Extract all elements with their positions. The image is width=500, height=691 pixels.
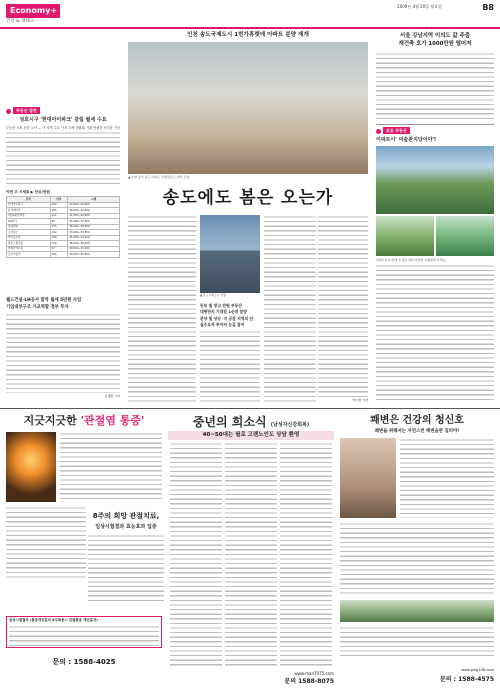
- person-photo: [340, 438, 396, 518]
- ad2-phone: 문의 1588-8075: [284, 678, 334, 685]
- table-cell: 두산위브: [7, 230, 51, 236]
- left-intro: 부동산 시장 동향 요약 — 이 지역 주요 단지 시세 변화와 거래 현황을 정리한 기사: [6, 126, 120, 130]
- table-cell: 46,000~48,500: [68, 224, 120, 230]
- right-article-body-2: [376, 264, 494, 402]
- table-cell: 35,000~37,500: [68, 219, 120, 225]
- table-cell: 102: [50, 230, 68, 236]
- garden-photo-2: [436, 216, 494, 256]
- ad-constipation: [338, 412, 496, 690]
- table-cell: 한화꿈에그린: [7, 246, 51, 252]
- photo-section-tag-wrap: [376, 128, 494, 134]
- photo-title: 이파트이' 미술관지당이야'!: [376, 137, 437, 143]
- left-sub-headline-2: 기업대부구조 가교역할 정부 투자: [6, 305, 69, 310]
- ad1-sub: 8주의 희망 관절치료,: [92, 512, 160, 520]
- bullet-icon: [376, 129, 381, 134]
- ad1-footer: 임상시험결과 (통증개선효과 8주복용시 관절통증 개선효과): [9, 618, 98, 622]
- ad3-url[interactable]: www.pwg106.com: [461, 668, 494, 672]
- table-cell: 34,000~35,500: [68, 252, 120, 258]
- table-header: 단지: [7, 197, 51, 203]
- ad2-url[interactable]: www.man7075.com: [294, 671, 334, 676]
- ad3-body: [400, 438, 494, 518]
- photo-section-tag: 포토 부동산: [383, 127, 410, 134]
- ad2-sub: 40~50대는 필로 고렌노인도 상담 환영: [168, 431, 334, 440]
- left-article-body: [6, 131, 120, 186]
- ad2-col1: [170, 442, 222, 668]
- side-headline-4: 실수요자 투자자 눈길 끌어: [200, 322, 245, 327]
- table-header: 면적: [50, 197, 68, 203]
- ad1-body-3: [88, 534, 164, 604]
- ad2-title: 중년의 희소식: [192, 415, 267, 429]
- ad2-title-small: (남성자신감회복): [270, 422, 310, 428]
- center-body-col4: [318, 215, 368, 398]
- left-column: [6, 108, 120, 114]
- table-cell: 97: [50, 246, 68, 252]
- ad3-title: 쾌변은 건강의 청신호: [370, 415, 464, 426]
- table-cell: 36,500~38,000: [68, 241, 120, 247]
- table-cell: 29,500~31,000: [68, 246, 120, 252]
- table-cell: GS자이: [7, 219, 51, 225]
- center-top-title: 인천 송도국제도시 1번가휴렛에 아파트 분양 재개: [187, 32, 309, 38]
- ad2-col3: [280, 442, 332, 668]
- table-header: 시세: [68, 197, 120, 203]
- center-big-headline: 송도에도 봄은 오는가: [162, 188, 334, 208]
- garden-photo-1: [376, 216, 434, 256]
- ad2-title-wrap: [168, 414, 334, 430]
- table-cell: 105: [50, 208, 68, 214]
- bullet-icon: [6, 109, 11, 114]
- park-photo: [376, 146, 494, 214]
- side-headline-3: 분양 및 상승 '지 공감 지역의 단: [200, 316, 254, 321]
- table-cell: 삼성래미안: [7, 208, 51, 214]
- byline: 김세환 기자: [104, 394, 120, 398]
- price-table: [6, 196, 120, 258]
- table-title: 이번 주 시세표 ▶ 단위:만원: [6, 190, 50, 194]
- city-photo: [200, 215, 260, 293]
- table-cell: 쌍용스윗닷홈: [7, 241, 51, 247]
- center-body-col2: [200, 330, 260, 403]
- header-rule: [0, 27, 500, 29]
- photo-caption-right: 아파트단지 안에 조성된 야외 미술관 조형물과 산책로.: [376, 258, 447, 262]
- photo-caption: ▲ 분양 중인 송도 아파트 모델하우스 내부 모습.: [128, 175, 191, 179]
- ad3-phone: 문의 : 1588-4575: [439, 676, 494, 683]
- table-cell: 115: [50, 224, 68, 230]
- ad3-body-3: [340, 626, 494, 656]
- table-cell: 현대아이파크: [7, 202, 51, 208]
- table-cell: 롯데캐슬: [7, 224, 51, 230]
- section-tag: 부동산 열전: [13, 107, 40, 114]
- city-caption: ▲ 송도국제도시 전경.: [200, 293, 227, 297]
- product-photo: [340, 600, 494, 622]
- table-cell: 대림e편한세상: [7, 213, 51, 219]
- right-top-title: 서울 강남지역 이의도 값 주춤: [400, 33, 470, 39]
- table-cell: 41,500~44,000: [68, 213, 120, 219]
- ad-arthritis: [4, 412, 164, 690]
- table-cell: 33,000~34,500: [68, 230, 120, 236]
- ad1-head: 지긋지긋한 '관절염 통증': [23, 414, 145, 427]
- ad2-col2: [225, 442, 277, 668]
- table-cell: 104: [50, 252, 68, 258]
- table-cell: 112: [50, 213, 68, 219]
- ad3-sub: 쾌변을 위해서는 자연스런 배변습관 길러야!: [374, 429, 460, 434]
- center-body-col1: [128, 215, 196, 403]
- table-cell: 99: [50, 219, 68, 225]
- table-cell: 43,000~45,000: [68, 202, 120, 208]
- table-cell: 금호어울림: [7, 252, 51, 258]
- left-article-body-2: [6, 313, 120, 393]
- lamp-photo: [6, 432, 56, 502]
- divider: [376, 124, 494, 125]
- table-cell: 벽산블루밍: [7, 235, 51, 241]
- left-sub-headline: 웰드건설-LH공사 합작 월세 5만원 사업: [6, 298, 82, 303]
- ad1-phone: 문의 : 1588-4025: [52, 658, 116, 666]
- table-row: [7, 252, 120, 258]
- ad1-body: [60, 432, 162, 502]
- page-number: B8: [482, 3, 494, 12]
- right-top-title-2: 재건축 호가 1000만원 떨어져: [398, 41, 472, 47]
- table-cell: 38,000~40,000: [68, 208, 120, 214]
- interior-photo: [128, 42, 368, 174]
- ad1-body-2: [6, 506, 86, 578]
- section-title: 건강 & 재테크: [6, 19, 35, 24]
- side-headline-2: 대형단지 기대감 1순위 분양: [200, 309, 247, 314]
- table-cell: 110: [50, 241, 68, 247]
- table-cell: 31,000~33,000: [68, 235, 120, 241]
- brand-logo: Economy+: [6, 4, 60, 18]
- issue-date: 2009년 4월 20일 월요일: [397, 4, 442, 9]
- ads-divider: [0, 408, 500, 409]
- table-cell: 109: [50, 202, 68, 208]
- ad1-result-box: [6, 616, 162, 648]
- table-cell: 108: [50, 235, 68, 241]
- ad1-result-lines: [9, 625, 159, 647]
- center-body-col3: [264, 215, 316, 403]
- left-headline: 성호시구 '현대아이파크' 갈림 월세 수요: [19, 117, 107, 123]
- ad-middle-age: [168, 412, 334, 690]
- center-byline: 박소현 기자: [352, 398, 368, 402]
- right-article-body: [376, 52, 494, 122]
- ad1-sub2: 임상시험결과 효능효과 입증: [95, 524, 157, 530]
- side-headline-1: 동보 및 창고 전원 부동산: [200, 303, 242, 308]
- ad3-body-2: [340, 522, 494, 596]
